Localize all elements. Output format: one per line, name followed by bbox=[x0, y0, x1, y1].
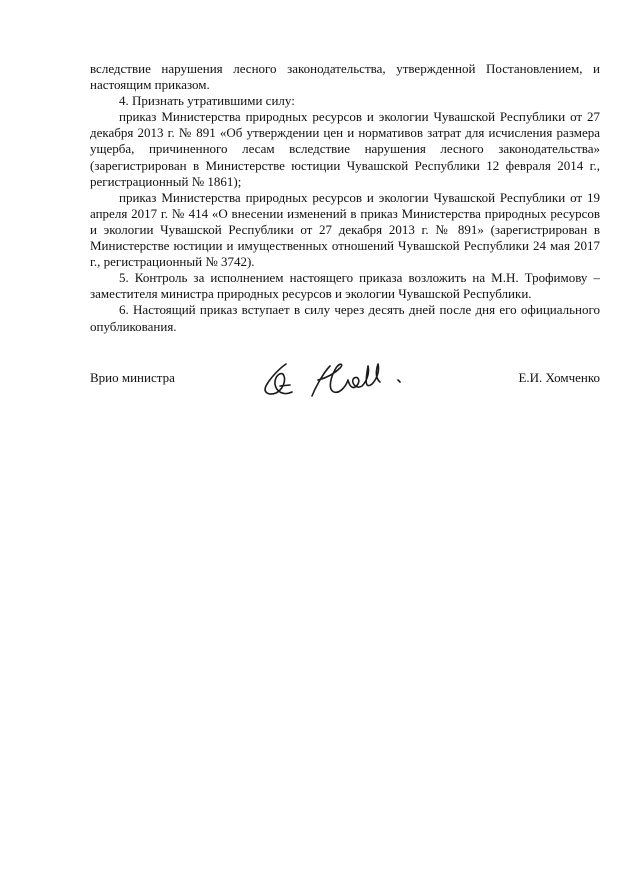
paragraph-item-6: 6. Настоящий приказ вступает в силу через десять дней после дня его официального опубликования. bbox=[90, 302, 600, 334]
paragraph-item-5: 5. Контроль за исполнением настоящего приказа возложить на М.Н. Трофимову – заместителя министра природных ресурсов и экологии Чувашской Республики. bbox=[90, 270, 600, 302]
document-body bbox=[90, 61, 600, 335]
paragraph-repealed-order-414: приказ Министерства природных ресурсов и экологии Чувашской Республики от 19 апреля 2017 г. № 414 «О внесении изменений в приказ Министерства природных ресурсов и экологии Чувашской Республики от 27 декабря 2013 г. № 891» (зарегистрирован в Министерстве юстиции и имущественных отношений Чувашской Республики 24 мая 2017 г., регистрационный № 3742). bbox=[90, 189, 600, 270]
signatory-title: Врио министра bbox=[90, 370, 175, 385]
signature-block bbox=[90, 368, 600, 428]
paragraph-repealed-order-891: приказ Министерства природных ресурсов и экологии Чувашской Республики от 27 декабря 2013 г. № 891 «Об утверждении цен и нормативов затрат для исчисления размера ущерба, причиненного лесам вследствие нарушения лесного законодательства» (зарегистрирован в Министерстве юстиции Чувашской Республики 12 февраля 2014 г., регистрационный № 1861); bbox=[90, 109, 600, 189]
paragraph-item-4: 4. Признать утратившими силу: bbox=[119, 93, 295, 109]
paragraph-continuation: вследствие нарушения лесного законодательства, утвержденной Постановлением, и настоящим приказом. bbox=[90, 61, 600, 93]
handwritten-signature-icon bbox=[260, 356, 410, 402]
signatory-name: Е.И. Хомченко bbox=[518, 370, 600, 385]
